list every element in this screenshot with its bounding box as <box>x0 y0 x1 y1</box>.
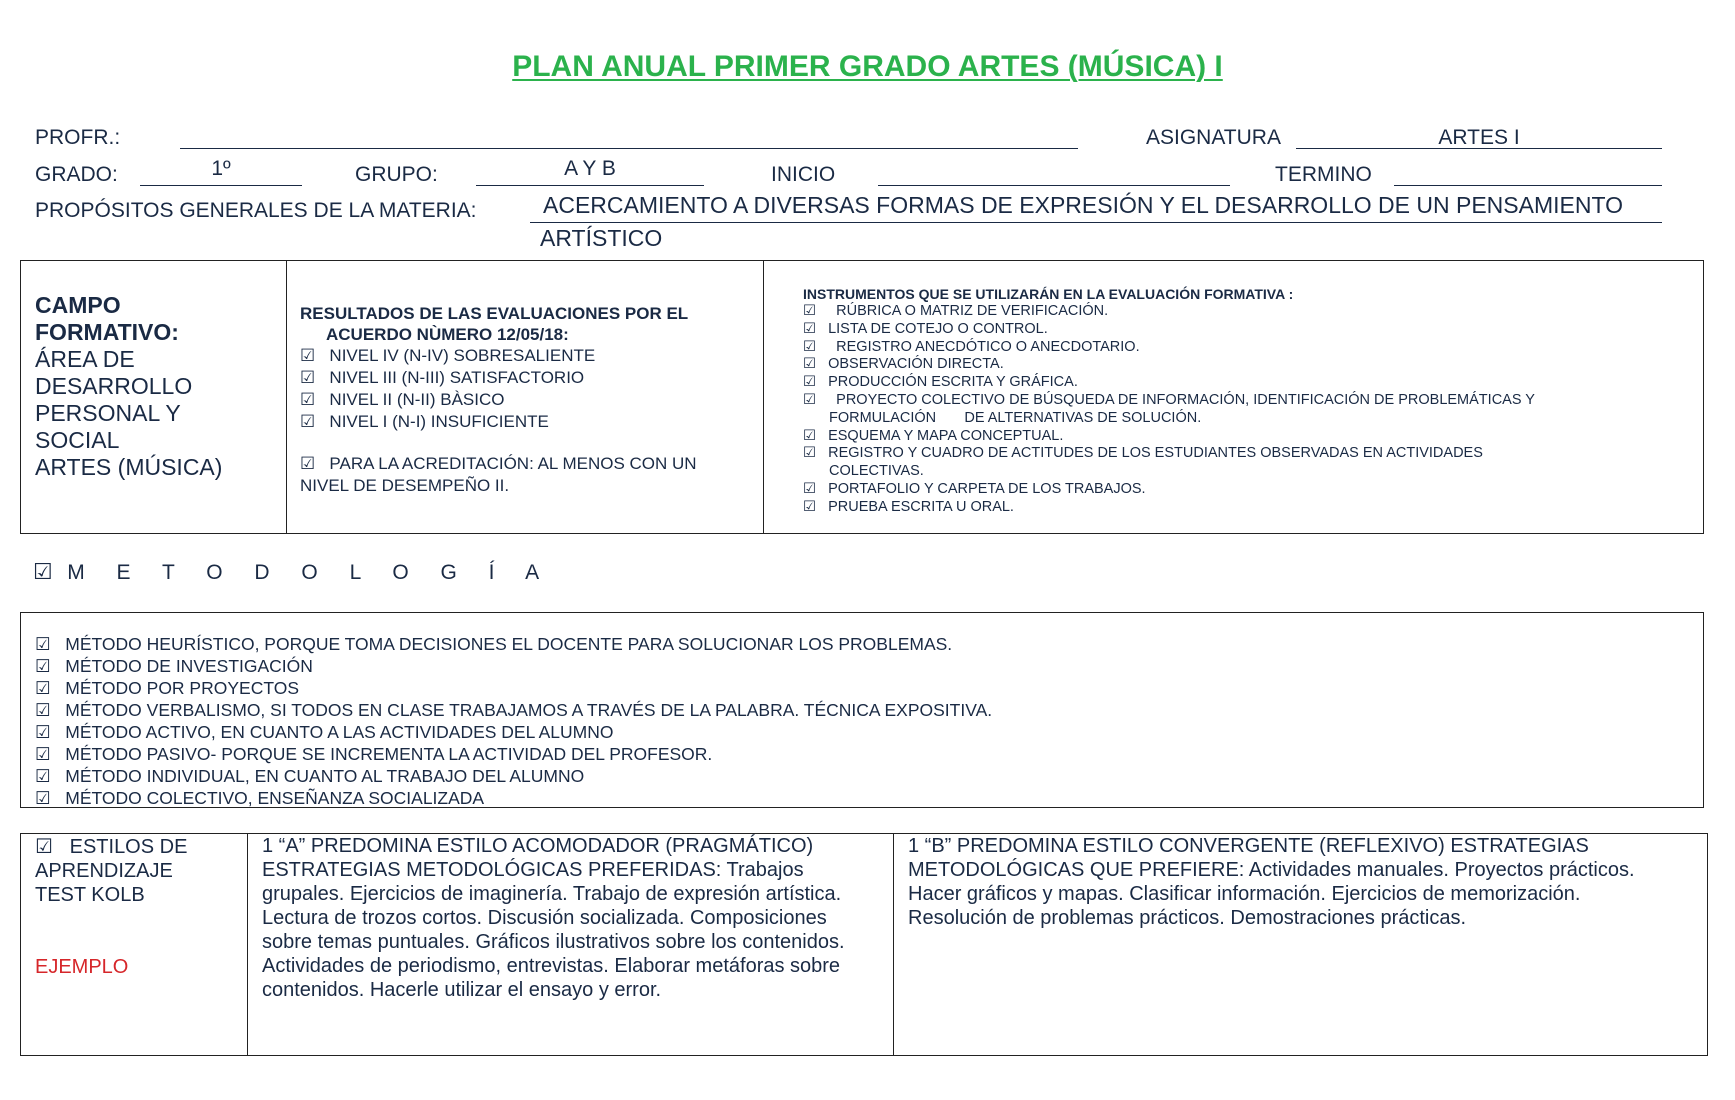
profr-label: PROFR.: <box>35 126 121 149</box>
grupo-value: A Y B <box>564 157 616 180</box>
instrumentos-item[interactable] <box>803 303 1698 321</box>
acreditacion-item[interactable] <box>300 453 755 475</box>
metodologia-item[interactable] <box>35 744 992 766</box>
resultados-item[interactable] <box>300 367 755 389</box>
resultados-heading-1: RESULTADOS DE LAS EVALUACIONES POR EL <box>300 304 689 323</box>
metodologia-title: M E T O D O L O G Í A <box>67 561 553 584</box>
metodologia-item-label: MÉTODO ACTIVO, EN CUANTO A LAS ACTIVIDADES DEL ALUMNO <box>65 722 614 742</box>
checked-box-icon: ☑ <box>300 346 316 366</box>
instrumentos-item-label: REGISTRO Y CUADRO DE ACTITUDES DE LOS ESTUDIANTES OBSERVADAS EN ACTIVIDADES <box>828 445 1483 462</box>
acreditacion-line-2: NIVEL DE DESEMPEÑO II. <box>300 476 510 495</box>
checked-box-icon: ☑ <box>803 338 816 355</box>
instrumentos-item[interactable] <box>803 392 1698 410</box>
estilo-b-line: Resolución de problemas prácticos. Demostraciones prácticas. <box>908 907 1467 929</box>
estilos-label-line-1: ESTILOS DE <box>69 836 188 858</box>
checked-box-icon: ☑ <box>300 412 316 432</box>
propositos-label: PROPÓSITOS GENERALES DE LA MATERIA: <box>35 199 477 222</box>
instrumentos-item-label: PRODUCCIÓN ESCRITA Y GRÁFICA. <box>828 374 1078 391</box>
termino-field[interactable] <box>1394 185 1662 186</box>
termino-label: TERMINO <box>1275 163 1372 186</box>
metodologia-item[interactable] <box>35 722 992 744</box>
instrumentos-item-label: PROYECTO COLECTIVO DE BÚSQUEDA DE INFORMACIÓN, IDENTIFICACIÓN DE PROBLEMÁTICAS Y <box>828 391 1535 408</box>
metodologia-item-label: MÉTODO VERBALISMO, SI TODOS EN CLASE TRABAJAMOS A TRAVÉS DE LA PALABRA. TÉCNICA EXPOSITIVA. <box>65 700 993 720</box>
metodologia-item-label: MÉTODO COLECTIVO, ENSEÑANZA SOCIALIZADA <box>65 788 485 808</box>
resultados-item[interactable] <box>300 345 755 367</box>
checked-box-icon: ☑ <box>803 303 816 319</box>
checked-box-icon: ☑ <box>35 767 51 787</box>
inicio-label: INICIO <box>771 163 836 186</box>
instrumentos-item-label: RÚBRICA O MATRIZ DE VERIFICACIÓN. <box>828 303 1109 319</box>
estilo-a-line: grupales. Ejercicios de imaginería. Trabajo de expresión artística. <box>262 883 842 905</box>
estilo-a-line: sobre temas puntuales. Gráficos ilustrativos sobre los contenidos. <box>262 931 845 953</box>
ejemplo-label: EJEMPLO <box>35 956 129 978</box>
grado-value: 1º <box>211 157 231 180</box>
checked-box-icon: ☑ <box>35 789 51 809</box>
checked-box-icon: ☑ <box>803 445 816 462</box>
metodologia-item[interactable] <box>35 700 992 722</box>
propositos-underline <box>530 222 1662 223</box>
instrumentos-heading: INSTRUMENTOS QUE SE UTILIZARÁN EN LA EVALUACIÓN FORMATIVA : <box>803 286 1294 302</box>
estilos-item[interactable] <box>35 834 240 859</box>
metodologia-item[interactable] <box>35 634 992 656</box>
resultados-item-label: NIVEL II (N-II) BÀSICO <box>329 390 505 409</box>
asignatura-field[interactable] <box>1296 148 1662 149</box>
campo-line: PERSONAL Y <box>35 400 181 426</box>
resultados-item-label: NIVEL IV (N-IV) SOBRESALIENTE <box>329 346 596 365</box>
estilo-a-line: contenidos. Hacerle utilizar el ensayo y error. <box>262 979 662 1001</box>
instrumentos-item-label: ESQUEMA Y MAPA CONCEPTUAL. <box>828 427 1064 444</box>
instrumentos-item-label: PORTAFOLIO Y CARPETA DE LOS TRABAJOS. <box>828 480 1146 497</box>
grado-label: GRADO: <box>35 163 118 186</box>
grado-field[interactable] <box>140 185 302 186</box>
estilo-a-line: ESTRATEGIAS METODOLÓGICAS PREFERIDAS: Trabajos <box>262 859 804 881</box>
metodologia-heading[interactable] <box>33 560 552 585</box>
instrumentos-item[interactable] <box>803 321 1698 339</box>
instrumentos-item[interactable] <box>803 445 1698 463</box>
instrumentos-item-continuation: COLECTIVAS. <box>829 463 924 480</box>
instrumentos-item[interactable] <box>803 499 1698 517</box>
checked-box-icon: ☑ <box>803 356 816 373</box>
checked-box-icon: ☑ <box>803 427 816 444</box>
metodologia-item[interactable] <box>35 788 992 810</box>
checked-box-icon: ☑ <box>803 391 816 408</box>
checked-box-icon: ☑ <box>35 635 51 655</box>
metodologia-item-label: MÉTODO DE INVESTIGACIÓN <box>65 656 313 676</box>
estilo-a-cell <box>262 834 892 1002</box>
estilo-a-line: Actividades de periodismo, entrevistas. Elaborar metáforas sobre <box>262 955 841 977</box>
estilos-label-line-2: APRENDIZAJE <box>35 860 173 882</box>
propositos-line-2: ARTÍSTICO <box>540 225 663 251</box>
campo-line: ARTES (MÚSICA) <box>35 454 223 480</box>
metodologia-list <box>35 634 992 810</box>
resultados-item-label: NIVEL III (N-III) SATISFACTORIO <box>329 368 585 387</box>
checked-box-icon: ☑ <box>35 679 51 699</box>
checked-box-icon: ☑ <box>803 480 816 497</box>
metodologia-item-label: MÉTODO PASIVO- PORQUE SE INCREMENTA LA ACTIVIDAD DEL PROFESOR. <box>65 744 713 764</box>
instrumentos-item[interactable] <box>803 428 1698 446</box>
estilo-b-line: METODOLÓGICAS QUE PREFIERE: Actividades manuales. Proyectos prácticos. <box>908 859 1635 881</box>
checked-box-icon: ☑ <box>300 368 316 388</box>
estilos-divider-1 <box>247 833 248 1056</box>
metodologia-item[interactable] <box>35 656 992 678</box>
checked-box-icon: ☑ <box>803 320 816 337</box>
grupo-label: GRUPO: <box>355 163 438 186</box>
instrumentos-item-continuation: FORMULACIÓN DE ALTERNATIVAS DE SOLUCIÓN. <box>829 409 1202 426</box>
resultados-heading-2: ACUERDO NÙMERO 12/05/18: <box>326 325 569 344</box>
checked-box-icon: ☑ <box>35 657 51 677</box>
asignatura-value: ARTES I <box>1438 126 1520 149</box>
campo-heading-2: FORMATIVO: <box>35 319 179 345</box>
instrumentos-item-label: REGISTRO ANECDÓTICO O ANECDOTARIO. <box>828 338 1140 355</box>
instrumentos-item-label: PRUEBA ESCRITA U ORAL. <box>828 498 1014 515</box>
campo-formativo-cell <box>35 292 280 481</box>
instrumentos-item-label: OBSERVACIÓN DIRECTA. <box>828 356 1004 373</box>
instrumentos-item-label: LISTA DE COTEJO O CONTROL. <box>828 320 1048 337</box>
checked-box-icon: ☑ <box>803 498 816 515</box>
instrumentos-item[interactable] <box>803 481 1698 499</box>
metodologia-item[interactable] <box>35 678 992 700</box>
resultados-item-label: NIVEL I (N-I) INSUFICIENTE <box>329 412 549 431</box>
checked-box-icon: ☑ <box>33 560 53 585</box>
checked-box-icon: ☑ <box>300 390 316 410</box>
profr-field[interactable] <box>180 148 1078 149</box>
estilo-b-cell <box>908 834 1703 930</box>
metodologia-item-label: MÉTODO POR PROYECTOS <box>65 678 299 698</box>
campo-line: SOCIAL <box>35 427 120 453</box>
campo-heading-1: CAMPO <box>35 292 121 318</box>
estilo-b-line: 1 “B” PREDOMINA ESTILO CONVERGENTE (REFLEXIVO) ESTRATEGIAS <box>908 835 1589 857</box>
campo-line: ÁREA DE <box>35 346 135 372</box>
instrumentos-cell <box>803 286 1698 517</box>
metodologia-item[interactable] <box>35 766 992 788</box>
resultados-item[interactable] <box>300 389 755 411</box>
instrumentos-item[interactable] <box>803 356 1698 374</box>
page-title: PLAN ANUAL PRIMER GRADO ARTES (MÚSICA) I <box>512 50 1223 83</box>
evaluation-divider-2 <box>763 260 764 534</box>
estilo-a-line: Lectura de trozos cortos. Discusión socializada. Composiciones <box>262 907 827 929</box>
checked-box-icon: ☑ <box>35 723 51 743</box>
estilos-label-cell <box>35 834 240 979</box>
estilos-divider-2 <box>893 833 894 1056</box>
checked-box-icon: ☑ <box>803 374 816 391</box>
instrumentos-item[interactable] <box>803 374 1698 392</box>
metodologia-item-label: MÉTODO HEURÍSTICO, PORQUE TOMA DECISIONES EL DOCENTE PARA SOLUCIONAR LOS PROBLEMAS. <box>65 634 953 654</box>
checked-box-icon: ☑ <box>300 454 316 474</box>
instrumentos-item[interactable] <box>803 339 1698 357</box>
inicio-field[interactable] <box>878 185 1230 186</box>
checked-box-icon: ☑ <box>35 701 51 721</box>
checked-box-icon: ☑ <box>35 834 53 858</box>
evaluation-divider-1 <box>286 260 287 534</box>
estilos-label-line-3: TEST KOLB <box>35 884 145 906</box>
resultados-item[interactable] <box>300 411 755 433</box>
acreditacion-line-1: PARA LA ACREDITACIÓN: AL MENOS CON UN <box>329 454 697 473</box>
campo-line: DESARROLLO <box>35 373 193 399</box>
checked-box-icon: ☑ <box>35 745 51 765</box>
metodologia-item-label: MÉTODO INDIVIDUAL, EN CUANTO AL TRABAJO DEL ALUMNO <box>65 766 585 786</box>
estilo-b-line: Hacer gráficos y mapas. Clasificar información. Ejercicios de memorización. <box>908 883 1581 905</box>
resultados-cell <box>300 303 755 496</box>
grupo-field[interactable] <box>476 185 704 186</box>
asignatura-label: ASIGNATURA <box>1146 126 1281 149</box>
propositos-line-1: ACERCAMIENTO A DIVERSAS FORMAS DE EXPRESIÓN Y EL DESARROLLO DE UN PENSAMIENTO <box>543 192 1624 218</box>
estilo-a-line: 1 “A” PREDOMINA ESTILO ACOMODADOR (PRAGMÁTICO) <box>262 835 814 857</box>
